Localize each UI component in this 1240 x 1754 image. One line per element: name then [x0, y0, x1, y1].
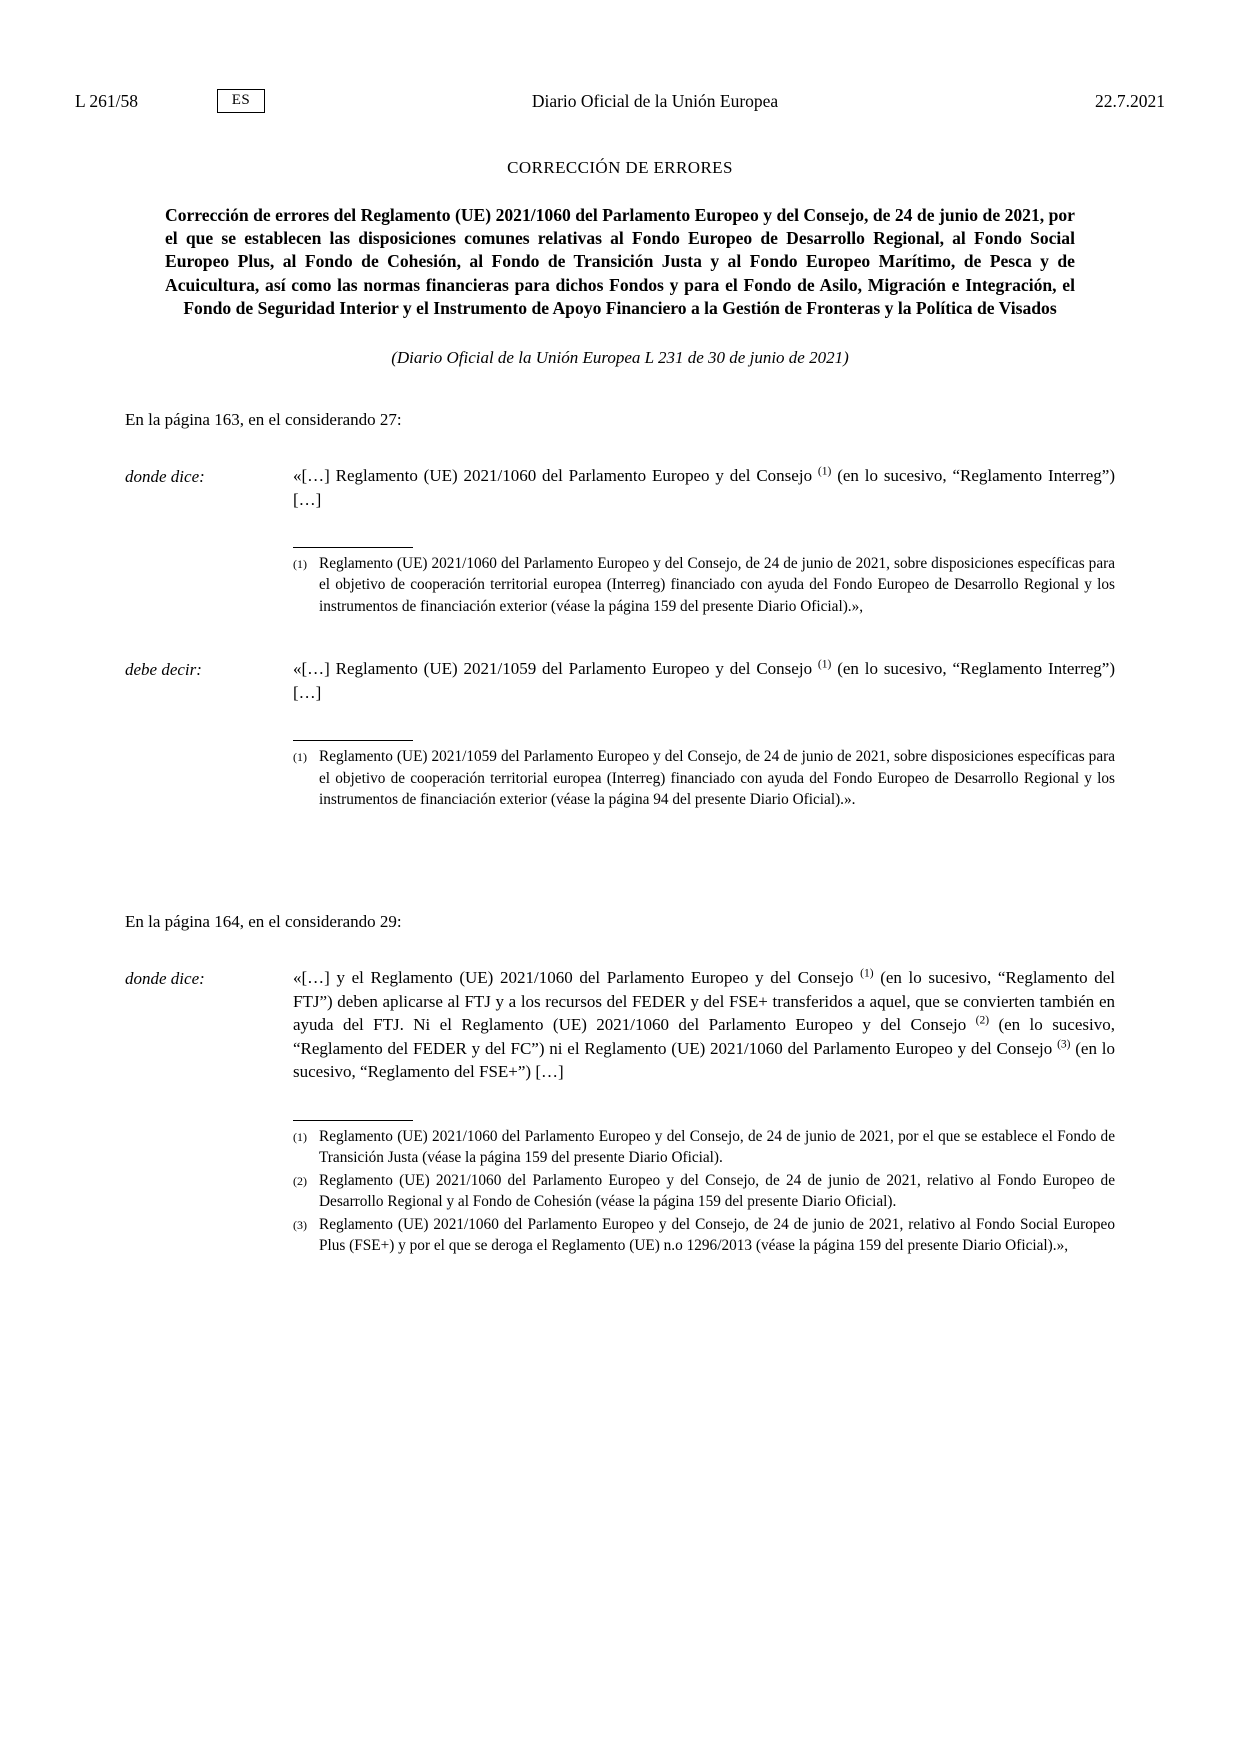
footnote-text: Reglamento (UE) 2021/1059 del Parlamento Europeo y del Consejo, de 24 de junio de 2021, sobre disposiciones específicas para el objetivo de cooperación territorial europea (Interreg) financiado con ayuda del Fondo Europeo de Desarrollo Regional y los instrumentos de financiación exterior (véase la página 94 del presente Diario Oficial).». — [319, 748, 1115, 809]
footnote-ref-3: (3) — [1057, 1038, 1071, 1051]
document-title: Corrección de errores del Reglamento (UE) 2021/1060 del Parlamento Europeo y del Consejo, de 24 de junio de 2021, por el que se establecen las disposiciones comunes relativas al Fondo Europeo de Desarrollo Regional, al Fondo Social Europeo Plus, al Fondo de Cohesión, al Fondo de Transición Justa y al Fondo Europeo Marítimo, de Pesca y de Acuicultura, así como las normas financieras para dichos Fondos y para el Fondo de Asilo, Migración e Integración, el Fondo de Seguridad Interior y el Instrumento de Apoyo Financiero a la Gestión de Fronteras y la Política de Visados — [165, 205, 1075, 318]
footnote-marker: (2) — [293, 1173, 307, 1188]
footnote-separator — [293, 740, 413, 741]
quote-part: (en lo sucesivo, “Reglamento Interreg”) […] — [293, 659, 1115, 702]
quote-part: «[…] Reglamento (UE) 2021/1060 del Parlamento Europeo y del Consejo — [293, 466, 818, 486]
footnote-separator — [293, 547, 413, 548]
document-category-label: CORRECCIÓN DE ERRORES — [507, 158, 733, 177]
header-publication-title: Diario Oficial de la Unión Europea — [531, 90, 779, 111]
section-reference: En la página 164, en el considerando 29: — [125, 912, 402, 932]
footnote-marker: (1) — [293, 1129, 307, 1144]
entry-body — [293, 657, 1115, 810]
quote-part: «[…] Reglamento (UE) 2021/1059 del Parlamento Europeo y del Consejo — [293, 659, 818, 679]
entry-label: debe decir: — [125, 660, 202, 680]
footnote-ref-2: (2) — [975, 1014, 990, 1027]
section-reference: En la página 163, en el considerando 27: — [125, 410, 402, 430]
page-header — [75, 86, 1165, 116]
entry-label: donde dice: — [125, 467, 205, 487]
entry-label: donde dice: — [125, 969, 205, 989]
footnote-text: Reglamento (UE) 2021/1060 del Parlamento Europeo y del Consejo, de 24 de junio de 2021, relativo al Fondo Europeo de Desarrollo Regional y al Fondo de Cohesión (véase la página 159 del presente Diario Oficial). — [319, 1171, 1115, 1211]
footnote-ref-1: (1) — [860, 967, 874, 980]
footnote — [293, 746, 1115, 810]
footnote — [293, 1126, 1115, 1169]
footnote — [293, 1170, 1115, 1213]
footnote-separator — [293, 1120, 413, 1121]
footnote-text: Reglamento (UE) 2021/1060 del Parlamento Europeo y del Consejo, de 24 de junio de 2021, relativo al Fondo Social Europeo Plus (FSE+) y por el que se deroga el Reglamento (UE) n.o 1296/2013 (véase la página 159 del presente Diario Oficial).», — [319, 1215, 1115, 1254]
section-spacer — [125, 810, 1115, 870]
quote-part: (en lo sucesivo, “Reglamento del FTJ”) deben aplicarse al FTJ y a los recursos del FEDER y del FSE+ transferidos a aquel, que se convierten también en ayuda del FTJ. Ni el Reglamento (UE) 2021/1060 del Parlamento Europeo y del Consejo — [293, 968, 1116, 1035]
quote-part: (en lo sucesivo, “Reglamento del FSE+”) […] — [293, 1038, 1115, 1082]
footnote — [293, 553, 1115, 617]
document-content — [125, 150, 1115, 1256]
footnote-marker: (1) — [293, 557, 307, 572]
quoted-text — [293, 464, 1115, 511]
quote-part: (en lo sucesivo, “Reglamento Interreg”) […] — [293, 466, 1115, 509]
footnote-ref-1: (1) — [817, 465, 832, 478]
entry-body — [293, 966, 1115, 1256]
language-code-box: ES — [217, 89, 265, 113]
quote-part: «[…] y el Reglamento (UE) 2021/1060 del Parlamento Europeo y del Consejo — [293, 968, 861, 988]
footnote-ref-1: (1) — [817, 658, 832, 671]
footnote — [293, 1214, 1115, 1257]
document-subtitle: (Diario Oficial de la Unión Europea L 231 de 30 de junio de 2021) — [391, 348, 849, 368]
correction-entry — [125, 657, 1115, 810]
correction-entry — [125, 464, 1115, 617]
footnote-text: Reglamento (UE) 2021/1060 del Parlamento Europeo y del Consejo, de 24 de junio de 2021, sobre disposiciones específicas para el objetivo de cooperación territorial europea (Interreg) financiado con ayuda del Fondo Europeo de Desarrollo Regional y los instrumentos de financiación exterior (véase la página 159 del presente Diario Oficial).», — [319, 555, 1115, 615]
quote-part: (en lo sucesivo, “Reglamento del FEDER y del FC”) ni el Reglamento (UE) 2021/1060 del Parlamento Europeo y del Consejo — [293, 1015, 1115, 1058]
quoted-text — [293, 966, 1115, 1084]
header-date: 22.7.2021 — [1095, 90, 1165, 111]
header-journal-reference: L 261/58 — [75, 90, 139, 111]
quoted-text — [293, 657, 1115, 704]
footnote-marker: (3) — [293, 1217, 307, 1232]
footnote-marker: (1) — [293, 750, 307, 765]
entry-body — [293, 464, 1115, 617]
footnote-block — [293, 1120, 1115, 1256]
footnote-text: Reglamento (UE) 2021/1060 del Parlamento Europeo y del Consejo, de 24 de junio de 2021, por el que se establece el Fondo de Transición Justa (véase la página 159 del presente Diario Oficial). — [319, 1127, 1115, 1167]
footnote-block — [293, 740, 1115, 810]
footnote-block — [293, 547, 1115, 617]
correction-entry — [125, 966, 1115, 1256]
